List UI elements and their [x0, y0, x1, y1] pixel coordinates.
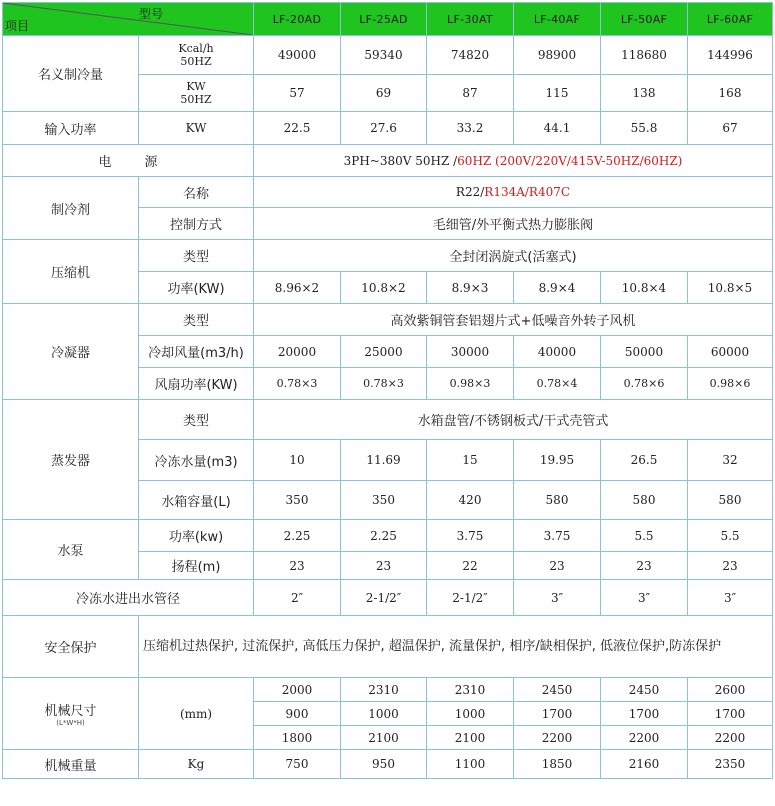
model-header-label: 型号	[138, 7, 163, 21]
sub-label: 名称	[139, 177, 254, 208]
condenser-type-row	[3, 304, 773, 336]
value-cell: 350	[254, 481, 341, 520]
power-supply-alt: 60HZ (200V/220V/415V-50HZ/60HZ)	[457, 153, 683, 168]
value-cell: 1000	[341, 702, 427, 726]
value-cell: 1000	[427, 702, 514, 726]
value-cell: 0.78×4	[514, 368, 601, 400]
value-cell: 2310	[427, 678, 514, 702]
model-col-header: LF-40AF	[514, 3, 601, 36]
model-col-header: LF-60AF	[688, 3, 773, 36]
sub-label: 类型	[139, 400, 254, 440]
value-cell: 2200	[514, 726, 601, 750]
value-cell: 23	[688, 552, 773, 580]
safety-label: 安全保护	[3, 616, 139, 678]
safety-row	[3, 616, 773, 678]
value-cell: 30000	[427, 336, 514, 368]
value-cell: 0.78×6	[601, 368, 688, 400]
power-supply-main: 3PH~380V 50HZ /	[343, 153, 458, 168]
value-cell: 44.1	[514, 112, 601, 145]
value-cell: 55.8	[601, 112, 688, 145]
value-cell: 0.98×3	[427, 368, 514, 400]
value-cell: 2450	[514, 678, 601, 702]
value-cell: 10	[254, 440, 341, 481]
header-row	[3, 3, 773, 36]
value-cell: 580	[514, 481, 601, 520]
pump-power-row	[3, 520, 773, 552]
value-cell: 2200	[601, 726, 688, 750]
model-col-header: LF-20AD	[254, 3, 341, 36]
value-cell: 23	[341, 552, 427, 580]
corner-header	[3, 3, 254, 36]
refrigerant-control-value: 毛细管/外平衡式热力膨胀阀	[254, 208, 773, 240]
value-cell: 3″	[514, 580, 601, 616]
sub-label: 功率(KW)	[139, 272, 254, 304]
value-cell: 67	[688, 112, 773, 145]
value-cell: 10.8×5	[688, 272, 773, 304]
value-cell: 8.9×3	[427, 272, 514, 304]
sub-label: 类型	[139, 304, 254, 336]
value-cell: 750	[254, 750, 341, 779]
value-cell: 420	[427, 481, 514, 520]
value-cell: 15	[427, 440, 514, 481]
refrigerant-name-row	[3, 177, 773, 208]
value-cell: 2000	[254, 678, 341, 702]
value-cell: 0.78×3	[254, 368, 341, 400]
dimensions-sublabel: (L*W*H)	[56, 719, 85, 727]
pipe-row	[3, 580, 773, 616]
value-cell: 580	[601, 481, 688, 520]
value-cell: 1700	[514, 702, 601, 726]
model-col-header: LF-30AT	[427, 3, 514, 36]
value-cell: 49000	[254, 36, 341, 75]
value-cell: 900	[254, 702, 341, 726]
value-cell: 144996	[688, 36, 773, 75]
value-cell: 74820	[427, 36, 514, 75]
value-cell: 5.5	[688, 520, 773, 552]
sub-label: 扬程(m)	[139, 552, 254, 580]
value-cell: 168	[688, 75, 773, 112]
value-cell: 8.9×4	[514, 272, 601, 304]
refrigerant-main: R22/	[455, 185, 485, 199]
refrigerant-label: 制冷剂	[3, 177, 139, 240]
sub-label: 功率(kw)	[139, 520, 254, 552]
value-cell: 23	[601, 552, 688, 580]
evaporator-label: 蒸发器	[3, 400, 139, 520]
value-cell: 350	[341, 481, 427, 520]
sub-label: 风扇功率(KW)	[139, 368, 254, 400]
value-cell: 59340	[341, 36, 427, 75]
unit-cell: Kcal/h 50HZ	[139, 36, 254, 75]
value-cell: 2450	[601, 678, 688, 702]
value-cell: 2310	[341, 678, 427, 702]
sub-label: 冷却风量(m3/h)	[139, 336, 254, 368]
value-cell: 950	[341, 750, 427, 779]
value-cell: 3.75	[427, 520, 514, 552]
value-cell: 118680	[601, 36, 688, 75]
value-cell: 33.2	[427, 112, 514, 145]
value-cell: 40000	[514, 336, 601, 368]
power-supply-label: 电 源	[3, 145, 254, 177]
unit-cell: KW	[139, 112, 254, 145]
value-cell: 2100	[427, 726, 514, 750]
value-cell: 2-1/2″	[341, 580, 427, 616]
dimensions-label: 机械尺寸	[44, 704, 97, 719]
model-col-header: LF-50AF	[601, 3, 688, 36]
dimensions-label-cell	[3, 678, 139, 750]
value-cell: 2160	[601, 750, 688, 779]
value-cell: 27.6	[341, 112, 427, 145]
value-cell: 2.25	[254, 520, 341, 552]
value-cell: 10.8×4	[601, 272, 688, 304]
unit-cell: KW 50HZ	[139, 75, 254, 112]
value-cell: 20000	[254, 336, 341, 368]
value-cell: 0.98×6	[688, 368, 773, 400]
value-cell: 22.5	[254, 112, 341, 145]
value-cell: 2″	[254, 580, 341, 616]
dimensions-unit: (mm)	[139, 678, 254, 750]
value-cell: 1850	[514, 750, 601, 779]
safety-value: 压缩机过热保护, 过流保护, 高低压力保护, 超温保护, 流量保护, 相序/缺相保护, 低液位保护,防冻保护	[139, 616, 773, 678]
condenser-type-value: 高效紫铜管套铝翅片式+低噪音外转子风机	[254, 304, 773, 336]
value-cell: 11.69	[341, 440, 427, 481]
value-cell: 25000	[341, 336, 427, 368]
value-cell: 8.96×2	[254, 272, 341, 304]
input-power-row	[3, 112, 773, 145]
value-cell: 3.75	[514, 520, 601, 552]
value-cell: 2-1/2″	[427, 580, 514, 616]
value-cell: 2200	[688, 726, 773, 750]
refrigerant-alt: R134A/R407C	[484, 185, 571, 199]
value-cell: 10.8×2	[341, 272, 427, 304]
value-cell: 87	[427, 75, 514, 112]
compressor-label: 压缩机	[3, 240, 139, 304]
evaporator-type-value: 水箱盘管/不锈钢板式/干式壳管式	[254, 400, 773, 440]
compressor-type-row	[3, 240, 773, 272]
value-cell: 60000	[688, 336, 773, 368]
dimensions-length-row	[3, 678, 773, 702]
spec-table	[2, 2, 773, 779]
value-cell: 2600	[688, 678, 773, 702]
sub-label: 冷冻水量(m3)	[139, 440, 254, 481]
value-cell: 1700	[688, 702, 773, 726]
cooling-kcal-row	[3, 36, 773, 75]
value-cell: 2.25	[341, 520, 427, 552]
value-cell: 98900	[514, 36, 601, 75]
value-cell: 1700	[601, 702, 688, 726]
compressor-type-value: 全封闭涡旋式(活塞式)	[254, 240, 773, 272]
value-cell: 0.78×3	[341, 368, 427, 400]
value-cell: 23	[514, 552, 601, 580]
sub-label: 控制方式	[139, 208, 254, 240]
value-cell: 50000	[601, 336, 688, 368]
pump-label: 水泵	[3, 520, 139, 580]
power-supply-value	[254, 145, 773, 177]
value-cell: 580	[688, 481, 773, 520]
value-cell: 1100	[427, 750, 514, 779]
value-cell: 23	[254, 552, 341, 580]
value-cell: 1800	[254, 726, 341, 750]
value-cell: 5.5	[601, 520, 688, 552]
power-supply-row	[3, 145, 773, 177]
model-col-header: LF-25AD	[341, 3, 427, 36]
value-cell: 2350	[688, 750, 773, 779]
value-cell: 26.5	[601, 440, 688, 481]
weight-label: 机械重量	[3, 750, 139, 779]
input-power-label: 输入功率	[3, 112, 139, 145]
pipe-label: 冷冻水进出水管径	[3, 580, 254, 616]
weight-row	[3, 750, 773, 779]
sub-label: 类型	[139, 240, 254, 272]
value-cell: 69	[341, 75, 427, 112]
condenser-label: 冷凝器	[3, 304, 139, 400]
unit-cell: Kg	[139, 750, 254, 779]
value-cell: 138	[601, 75, 688, 112]
diagonal-line	[3, 3, 253, 35]
evaporator-type-row	[3, 400, 773, 440]
value-cell: 115	[514, 75, 601, 112]
item-header-label: 项目	[5, 19, 30, 33]
cooling-capacity-label: 名义制冷量	[3, 36, 139, 112]
value-cell: 57	[254, 75, 341, 112]
value-cell: 22	[427, 552, 514, 580]
value-cell: 3″	[601, 580, 688, 616]
value-cell: 2100	[341, 726, 427, 750]
value-cell: 32	[688, 440, 773, 481]
refrigerant-name-value	[254, 177, 773, 208]
sub-label: 水箱容量(L)	[139, 481, 254, 520]
value-cell: 19.95	[514, 440, 601, 481]
value-cell: 3″	[688, 580, 773, 616]
